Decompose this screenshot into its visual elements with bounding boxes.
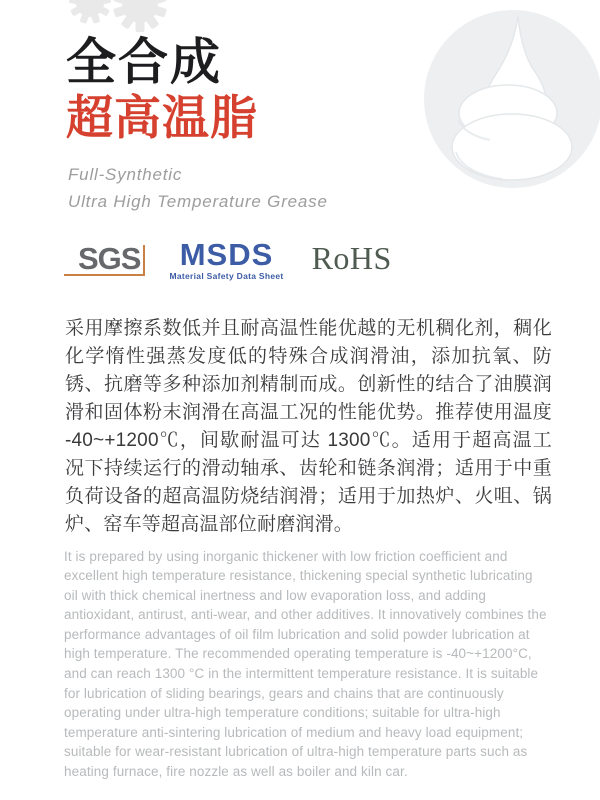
- rohs-logo-label: RoHS: [311, 240, 392, 276]
- msds-logo-tagline: Material Safety Data Sheet: [169, 271, 284, 281]
- gear-small-icon: [69, 0, 112, 24]
- subtitle-line-2: Ultra High Temperature Grease: [68, 192, 328, 211]
- msds-logo-label: MSDS: [179, 237, 274, 272]
- description-paragraph-cn: 采用摩擦系数低并且耐高温性能优越的无机稠化剂，稠化化学惰性强蒸发度低的特殊合成润滑油，添加抗氧、防锈、抗磨等多种添加剂精制而成。创新性的结合了油膜润滑和固体粉末润滑在高温工况的性能优势。推荐使用温度 -40~+1200℃，间歇耐温可达 1300℃。适用于超高温工况下持续运行的滑动轴承、齿轮和链条润滑；适用于中重负荷设备的超高温防烧结润滑；适用于加热炉、火咀、锅炉、窑车等超高温部位耐磨润滑。: [65, 318, 552, 535]
- page-title-cn-red: 超高温脂: [66, 91, 258, 144]
- rohs-logo: [311, 240, 392, 276]
- sgs-logo-label: SGS: [78, 241, 141, 276]
- page-subtitle-en: [68, 161, 328, 215]
- certification-logos-row: [64, 237, 392, 281]
- gear-large-icon: [113, 0, 167, 32]
- msds-logo: [169, 237, 284, 281]
- subtitle-line-1: Full-Synthetic: [68, 165, 183, 184]
- product-photo: [424, 8, 600, 196]
- page-title-cn-black: 全合成: [66, 34, 222, 90]
- sgs-logo: [64, 241, 145, 276]
- gear-icons: [56, 0, 186, 34]
- description-paragraph-en: It is prepared by using inorganic thickener with low friction coefficient and excellent high temperature resistance, thickening special synthetic lubricating oil with thick chemical inertness and low evaporation loss, and adding antioxidant, antirust, anti-wear, and other additives. It innovatively combines the performance advantages of oil film lubrication and solid powder lubrication at high temperature. The recommended operating temperature is -40~+1200°C, and can reach 1300 °C in the intermittent temperature resistance. It is suitable for lubrication of sliding bearings, gears and chains that are continuously operating under ultra-high temperature conditions; suitable for ultra-high temperature anti-sintering lubrication of medium and heavy load equipment; suitable for wear-resistant lubrication of ultra-high temperature parts such as heating furnace, fire nozzle as well as boiler and kiln car.: [64, 548, 547, 780]
